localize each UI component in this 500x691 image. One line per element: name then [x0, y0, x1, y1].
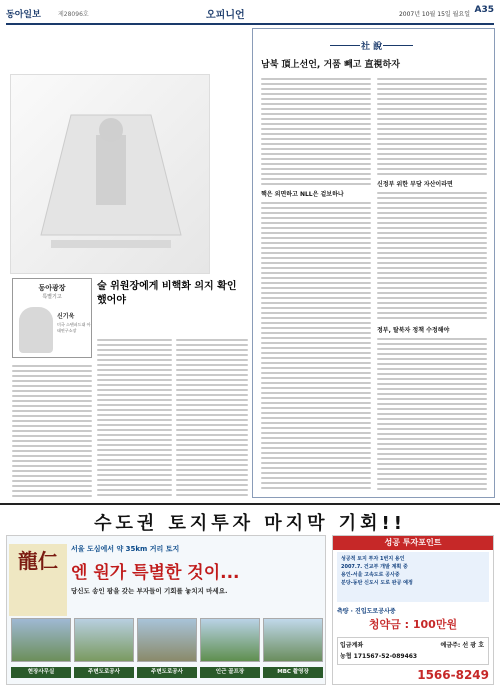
- ad-survey-note: 측량 · 진입도로공사중: [337, 608, 396, 615]
- ad-point-3: 용인-서울 고속도로 공사중: [341, 572, 400, 578]
- author-name: 신기욱: [57, 313, 75, 320]
- ad-tagline: 당신도 송인 팡을 갖는 부자들이 기회를 놓치지 마세요.: [71, 587, 228, 595]
- columnist-box: [12, 278, 92, 358]
- editorial-subhead-2: 신정부 위한 부담 자산이라면: [377, 181, 453, 188]
- ad-photo-label-3: 주변도로공사: [137, 667, 197, 678]
- opinion-body-col1: [12, 362, 92, 500]
- ad-point-2: 2007.7. 건교부 개발 계획 중: [341, 564, 408, 570]
- page-header: [6, 3, 494, 25]
- section-title: 오피니언: [206, 10, 245, 21]
- issue-number: 제28096호: [58, 11, 89, 18]
- advertisement[interactable]: [0, 503, 500, 691]
- editorial-title: 남북 頂上선언, 거품 빼고 直視하자: [261, 60, 400, 70]
- ad-photo-3: [137, 618, 197, 662]
- column-sublabel: 특별기고: [42, 294, 62, 300]
- author-title: 미국 스탠퍼드대 아태연구소장: [57, 322, 91, 333]
- publication-date: 2007년 10월 15일 월요일: [398, 11, 470, 18]
- editorial-col1-b: [261, 199, 371, 489]
- ad-logo-dragon: 龍仁: [9, 544, 67, 616]
- ad-account-number: 농협 171567-52-089463: [340, 653, 418, 660]
- ad-info-title: 성공 투자포인트: [333, 536, 493, 550]
- ad-phone-number[interactable]: 1566-8249: [417, 668, 489, 682]
- opinion-illustration: [10, 74, 210, 274]
- column-label: 동아광장: [38, 284, 66, 292]
- ad-point-1: 성공적 토지 투자 1번지 용인: [341, 556, 405, 562]
- ad-photo-2: [74, 618, 134, 662]
- editorial-col1: [261, 75, 371, 185]
- opinion-body-col3: [176, 336, 248, 498]
- author-portrait: [19, 307, 53, 353]
- ad-subheadline: 서울 도심에서 약 35km 거리 토지: [71, 545, 180, 553]
- editorial-subhead-1: 핵은 외면하고 NLL은 겉보하나: [261, 191, 344, 198]
- ad-photo-strip: [11, 618, 323, 664]
- ad-account-box: [337, 637, 489, 665]
- editorial-col2-b: [377, 189, 487, 319]
- editorial-box: [252, 28, 495, 498]
- ad-photo-label-5: MBC 촬영장: [263, 667, 323, 678]
- page-number: A35: [474, 5, 494, 15]
- ad-headline: 엔 원가 특별한 것이...: [71, 563, 240, 583]
- ad-points-list: [337, 552, 489, 602]
- ad-account-label: 입금계좌: [340, 642, 364, 649]
- ad-photo-labels: [11, 667, 323, 679]
- illustration-art: [11, 75, 211, 275]
- ad-deposit: 청약금 : 100만원: [368, 618, 458, 631]
- ad-photo-5: [263, 618, 323, 662]
- opinion-headline: 술 위원장에게 비핵화 의지 확인했어야: [97, 281, 237, 306]
- editorial-col2-c: [377, 335, 487, 491]
- ad-account-holder: 예금주: 선 광 호: [440, 642, 484, 649]
- ad-photo-label-1: 현장사무실: [11, 667, 71, 678]
- ad-point-4: 분당-동탄 신도시 도로 완공 예정: [341, 580, 413, 586]
- opinion-headline-block: [97, 280, 237, 332]
- ad-main-panel: [6, 535, 326, 685]
- editorial-col2-a: [377, 75, 487, 175]
- editorial-label: 社 說: [361, 39, 382, 52]
- ad-info-panel: [332, 535, 494, 685]
- ad-photo-1: [11, 618, 71, 662]
- ad-title: 수도권 토지투자 마지막 기회!!: [94, 513, 406, 534]
- ad-photo-4: [200, 618, 260, 662]
- opinion-body-col2: [97, 336, 172, 498]
- editorial-subhead-3: 정부, 탈북자 정책 수정해야: [377, 327, 450, 334]
- masthead: 동아일보: [6, 10, 41, 20]
- ad-photo-label-2: 주변도로공사: [74, 667, 134, 678]
- ad-photo-label-4: 인근 골프장: [200, 667, 260, 678]
